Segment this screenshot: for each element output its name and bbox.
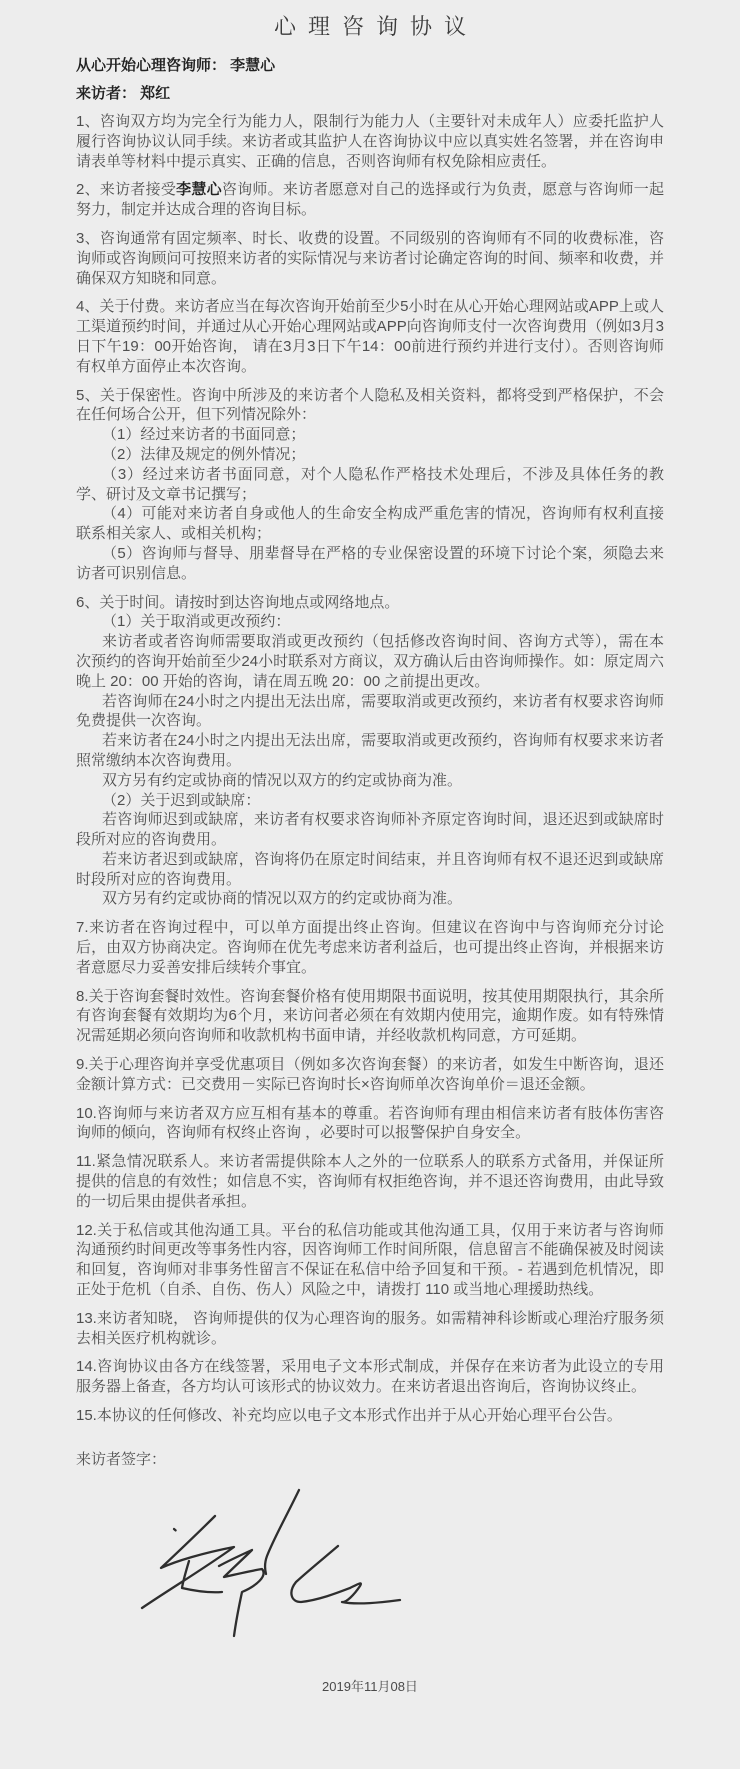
text-segment: 7.来访者在咨询过程中，可以单方面提出终止咨询。但建议在咨询中与咨询师充分讨论后，由双方协商决定。咨询师在优先考虑来访者利益后，也可提出终止咨询，并根据来访者意愿尽力妥善安排后续转介事宜。	[76, 919, 664, 976]
section-block	[76, 180, 664, 220]
section-block	[76, 1221, 664, 1300]
section-block	[76, 593, 664, 910]
text-segment: 9.关于心理咨询并享受优惠项目（例如多次咨询套餐）的来访者，如发生中断咨询，退还金额计算方式：已交费用－实际已咨询时长×咨询师单次咨询单价＝退还金额。	[76, 1056, 664, 1093]
paragraph	[76, 1221, 664, 1300]
paragraph	[76, 112, 664, 171]
section-block	[76, 1309, 664, 1349]
paragraph	[76, 810, 664, 850]
client-line: 来访者： 郑红	[76, 85, 171, 102]
section-block	[76, 386, 664, 584]
text-segment: 若咨询师在24小时之内提出无法出席，需要取消或更改预约，来访者有权要求咨询师免费提供一次咨询。	[76, 692, 664, 730]
section-block	[76, 297, 664, 376]
paragraph	[76, 889, 664, 909]
text-segment: 双方另有约定或协商的情况以双方的约定或协商为准。	[102, 890, 463, 908]
paragraph	[76, 297, 664, 376]
agreement-date: 2019年11月08日	[322, 1678, 418, 1694]
text-segment: （4）可能对来访者自身或他人的生命安全构成严重危害的情况，咨询师有权利直接联系相关家人、或相关机构；	[76, 505, 664, 543]
paragraph	[76, 987, 664, 1046]
text-segment: 11.紧急情况联系人。来访者需提供除本人之外的一位联系人的联系方式备用，并保证所提供的信息的有效性；如信息不实，咨询师有权拒绝咨询，并不退还咨询费用，由此导致的一切后果由提供者承担。	[76, 1153, 664, 1210]
text-segment: （2）关于迟到或缺席：	[102, 791, 261, 809]
section-block	[76, 1406, 664, 1426]
text-segment: 若咨询师迟到或缺席，来访者有权要求咨询师补齐原定咨询时间，退还迟到或缺席时段所对应的咨询费用。	[76, 811, 664, 849]
paragraph	[76, 425, 664, 445]
paragraph	[76, 771, 664, 791]
paragraph	[76, 1104, 664, 1144]
paragraph	[76, 1357, 664, 1397]
paragraph	[76, 1055, 664, 1095]
text-segment: 5、关于保密性。咨询中所涉及的来访者个人隐私及相关资料，都将受到严格保护，不会在任何场合公开，但下列情况除外：	[76, 386, 664, 424]
paragraph	[76, 1406, 664, 1426]
paragraph	[76, 229, 664, 288]
paragraph	[76, 593, 664, 613]
page-title: 心理咨询协议	[273, 14, 478, 39]
text-segment: 若来访者在24小时之内提出无法出席，需要取消或更改预约，咨询师有权要求来访者照常缴纳本次咨询费用。	[76, 732, 664, 769]
signature-handwriting-icon	[78, 1472, 438, 1652]
paragraph	[76, 850, 664, 890]
text-segment: 15.本协议的任何修改、补充均应以电子文本形式作出并于从心开始心理平台公告。	[76, 1407, 622, 1425]
text-segment: （1）经过来访者的书面同意；	[102, 426, 306, 444]
paragraph	[76, 465, 664, 505]
section-block	[76, 1055, 664, 1095]
paragraph	[76, 731, 664, 771]
paragraph	[76, 692, 664, 732]
text-segment: 咨询师。来访者愿意对自己的选择或行为负责，愿意与咨询师一起努力，制定并达成合理的咨询目标。	[76, 181, 664, 219]
section-block	[76, 918, 664, 977]
paragraph	[76, 180, 664, 220]
section-block	[76, 1357, 664, 1397]
section-block	[76, 1104, 664, 1144]
signature-label: 来访者签字：	[76, 1450, 167, 1468]
section-block	[76, 112, 664, 171]
text-segment: （1）关于取消或更改预约：	[102, 613, 291, 631]
text-segment: 2、来访者接受	[76, 181, 177, 199]
agreement-body	[76, 112, 664, 1426]
text-segment: 1、咨询双方均为完全行为能力人，限制行为能力人（主要针对未成年人）应委托监护人履行咨询协议认同手续。来访者或其监护人在咨询协议中应以真实姓名签署，并在咨询申请表单等材料中提示真实、正确的信息，否则咨询师有权免除相应责任。	[76, 113, 664, 170]
text-segment: 6、关于时间。请按时到达咨询地点或网络地点。	[76, 593, 400, 611]
text-segment: 双方另有约定或协商的情况以双方的约定或协商为准。	[102, 771, 463, 789]
counselor-line: 从心开始心理咨询师： 李慧心	[76, 57, 276, 74]
text-segment: 13.来访者知晓， 咨询师提供的仅为心理咨询的服务。如需精神科诊断或心理治疗服务须去相关医疗机构就诊。	[76, 1309, 664, 1347]
text-segment: （3）经过来访者书面同意，对个人隐私作严格技术处理后，不涉及具体任务的教学、研讨及文章书记撰写；	[76, 465, 664, 503]
counselor-name-emphasis: 李慧心	[176, 181, 222, 199]
paragraph	[76, 1309, 664, 1349]
section-block	[76, 229, 664, 288]
paragraph	[76, 632, 664, 691]
paragraph	[76, 445, 664, 465]
paragraph	[76, 386, 664, 426]
text-segment: 8.关于咨询套餐时效性。咨询套餐价格有使用期限书面说明，按其使用期限执行，其余所有咨询套餐有效期均为6个月，来访问者必须在有效期内使用完，逾期作废。如有特殊情况需延期必须向咨询师和收款机构书面申请，并经收款机构同意，方可延期。	[76, 987, 664, 1045]
paragraph	[76, 612, 664, 632]
section-block	[76, 987, 664, 1046]
text-segment: 3、咨询通常有固定频率、时长、收费的设置。不同级别的咨询师有不同的收费标准，咨询师或咨询顾问可按照来访者的实际情况与来访者讨论确定咨询的时间、频率和收费，并确保双方知晓和同意。	[76, 229, 664, 287]
text-segment: 10.咨询师与来访者双方应互相有基本的尊重。若咨询师有理由相信来访者有肢体伤害咨询师的倾向，咨询师有权终止咨询 ，必要时可以报警保护自身安全。	[76, 1104, 664, 1142]
paragraph	[76, 918, 664, 977]
text-segment: 12.关于私信或其他沟通工具。平台的私信功能或其他沟通工具，仅用于来访者与咨询师沟通预约时间更改等事务性内容，因咨询师工作时间所限，信息留言不能确保被及时阅读和回复，咨询师对非事务性留言不保证在私信中给予回复和干预。- 若遇到危机情况，即正处于危机（自杀、自伤、伤人）风险之中，请拨打 110 或当地心理援助热线。	[76, 1221, 664, 1299]
text-segment: （5）咨询师与督导、朋辈督导在严格的专业保密设置的环境下讨论个案，须隐去来访者可识别信息。	[76, 544, 664, 582]
section-block	[76, 1152, 664, 1211]
text-segment: （2）法律及规定的例外情况；	[102, 445, 306, 463]
paragraph	[76, 504, 664, 544]
paragraph	[76, 791, 664, 811]
text-segment: 来访者或者咨询师需要取消或更改预约（包括修改咨询时间、咨询方式等），需在本次预约的咨询开始前至少24小时联系对方商议，双方确认后由咨询师操作。如：原定周六晚上 20：00 开始的咨询，请在周五晚 20：00 之前提出更改。	[76, 633, 664, 690]
paragraph	[76, 1152, 664, 1211]
paragraph	[76, 544, 664, 584]
text-segment: 4、关于付费。来访者应当在每次咨询开始前至少5小时在从心开始心理网站或APP上或人工渠道预约时间，并通过从心开始心理网站或APP向咨询师支付一次咨询费用（例如3月3日下午19：00开始咨询， 请在3月3日下午14：00前进行预约并进行支付）。否则咨询师有权单方面停止本次咨询。	[76, 298, 664, 375]
signature	[78, 1472, 438, 1652]
text-segment: 若来访者迟到或缺席，咨询将仍在原定时间结束，并且咨询师有权不退还迟到或缺席时段所对应的咨询费用。	[76, 850, 664, 888]
text-segment: 14.咨询协议由各方在线签署，采用电子文本形式制成，并保存在来访者为此设立的专用服务器上备查，各方均认可该形式的协议效力。在来访者退出咨询后，咨询协议终止。	[76, 1358, 664, 1396]
